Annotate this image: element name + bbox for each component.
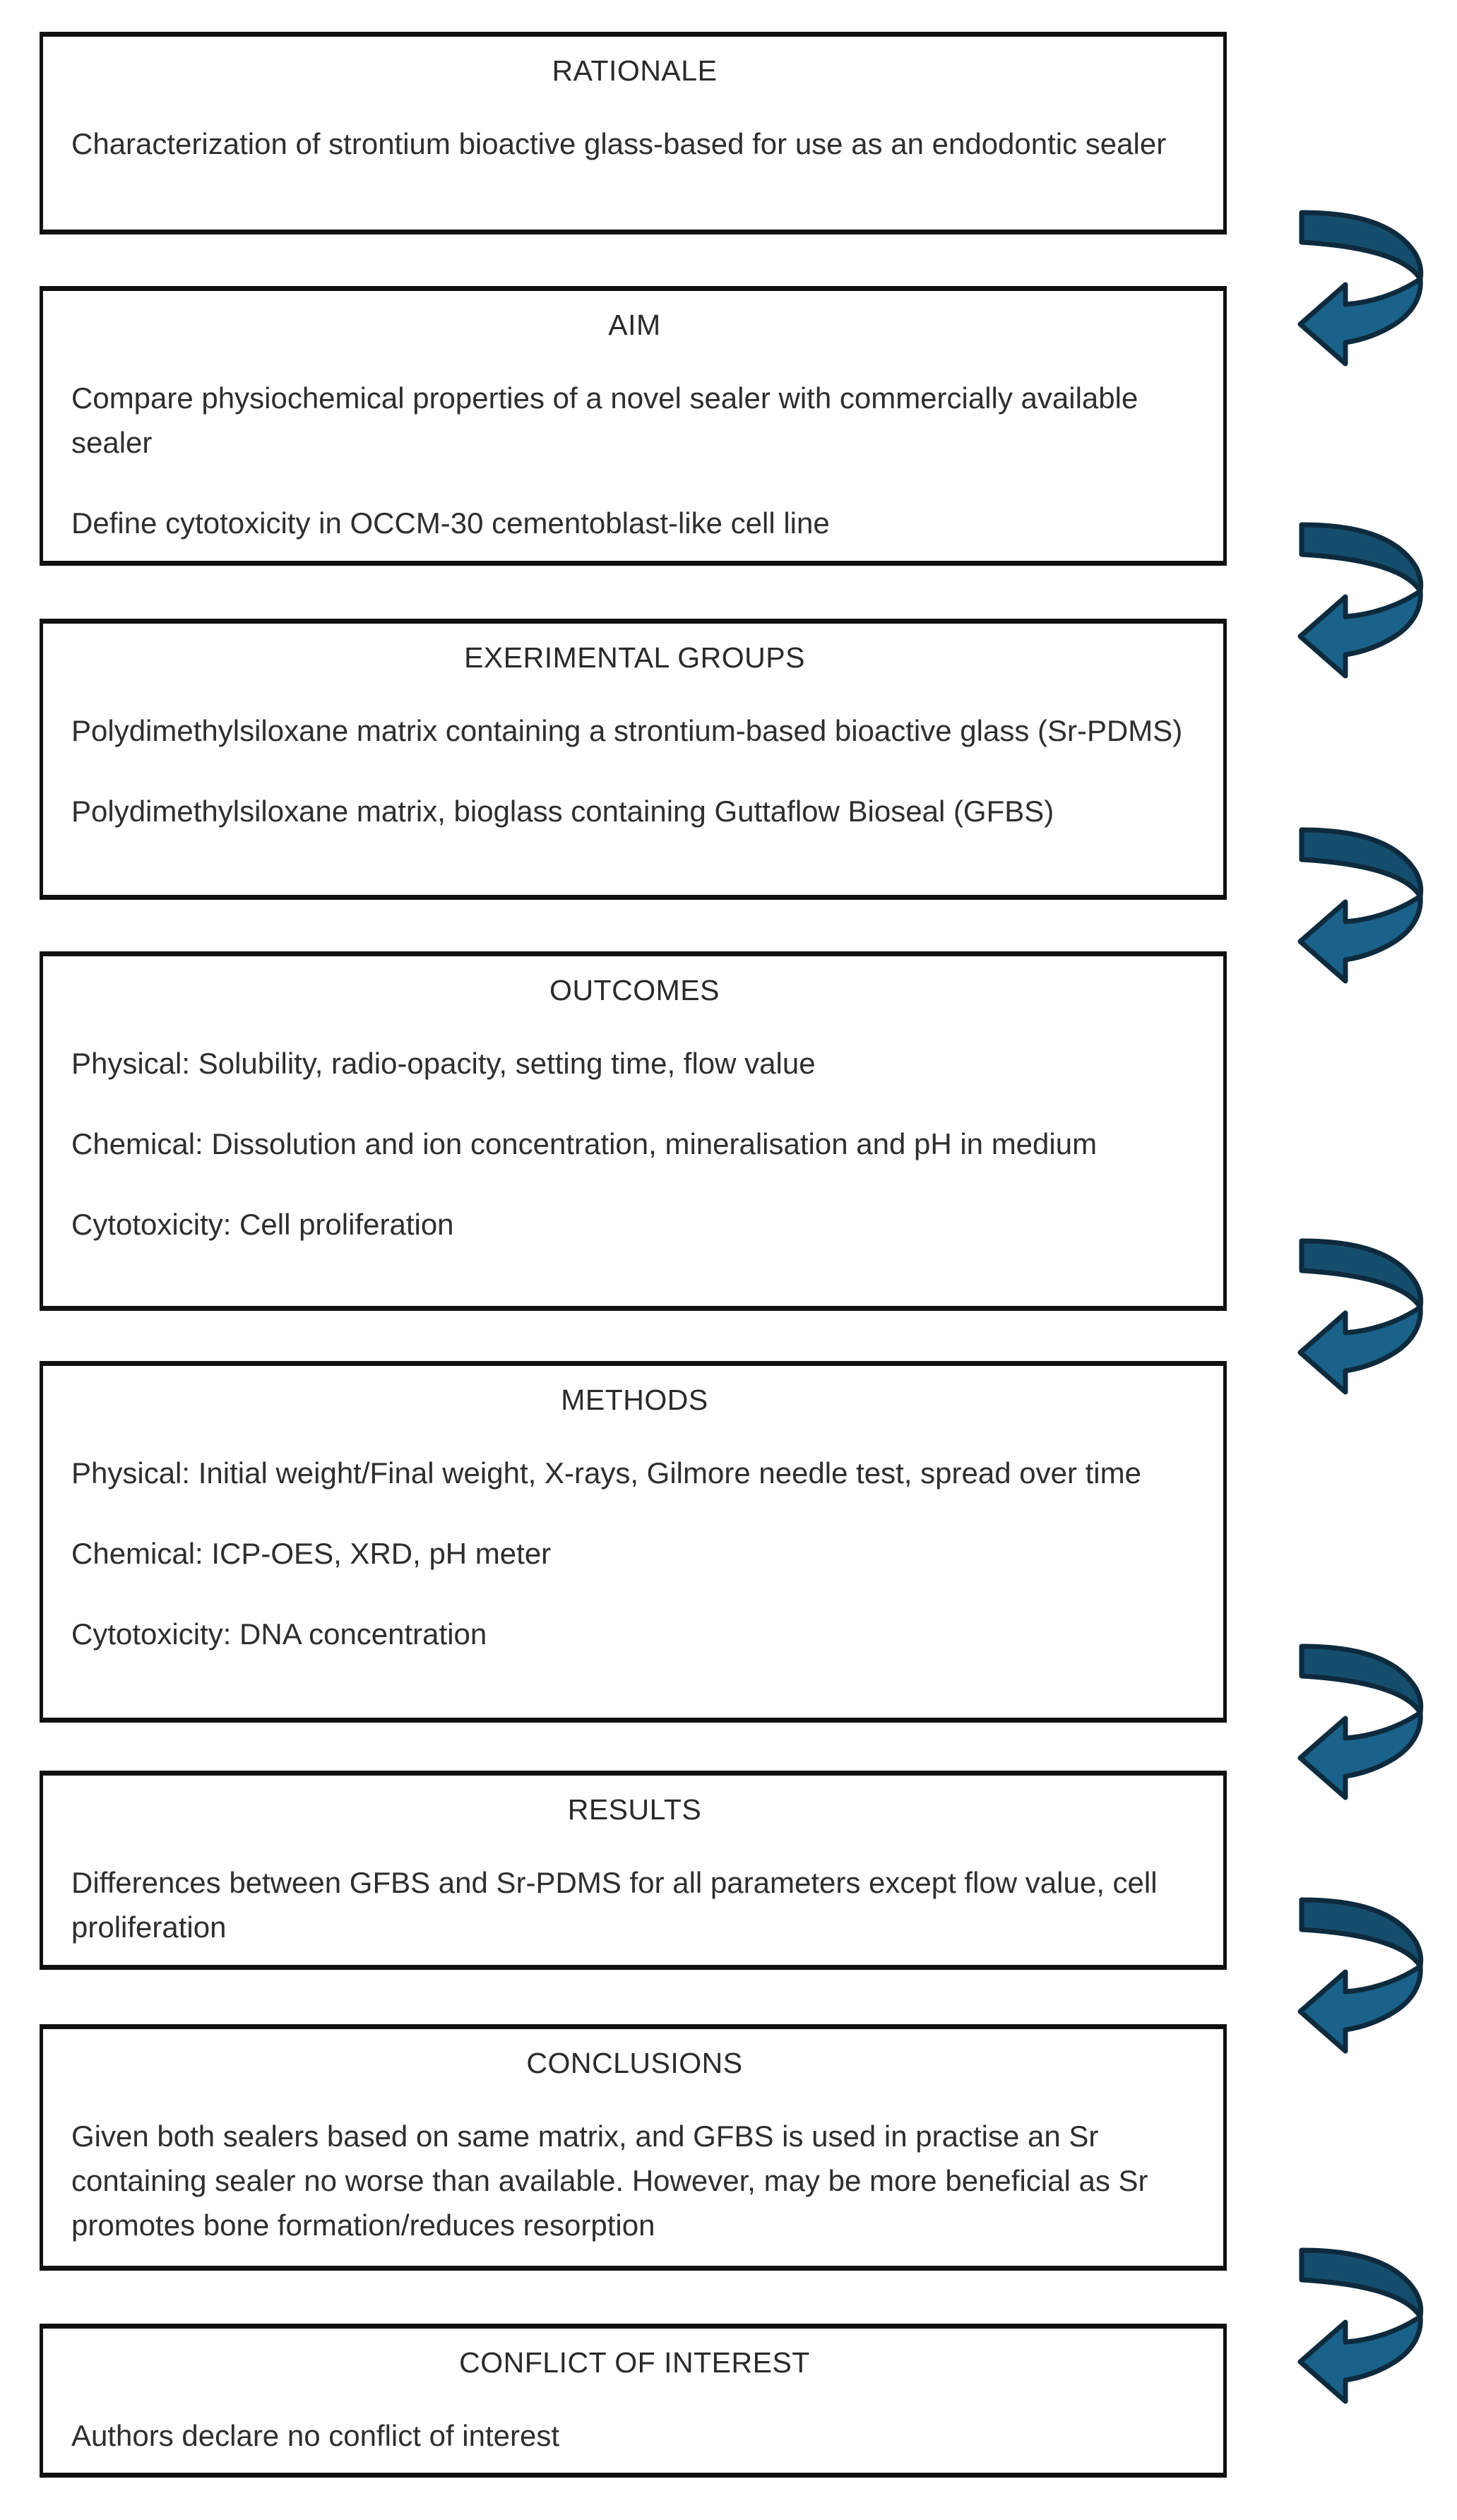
arrow-top-band [1302,2250,1421,2317]
results-title: RESULTS [567,1793,702,1826]
aim-title: AIM [608,309,661,341]
conclusions-box [40,2024,1227,2271]
experimental-group-gfbs: Polydimethylsiloxane matrix, bioglass containing Guttaflow Bioseal (GFBS) [71,795,1054,828]
arrow-top-band [1302,525,1421,591]
methods-box [40,1361,1227,1723]
results-text: Differences between GFBS and Sr-PDMS for all parameters except flow value, cell proliferation [71,1866,1158,1944]
rationale-box [40,32,1227,234]
arrow-bottom-band [1300,1713,1420,1797]
rationale-text: Characterization of strontium bioactive glass-based for use as an endodontic sealer [71,127,1167,160]
arrow-top-band [1302,830,1421,896]
conclusions-title: CONCLUSIONS [526,2047,743,2079]
method-physical: Physical: Initial weight/Final weight, X-rays, Gilmore needle test, spread over time [71,1456,1141,1490]
conflict-of-interest-box [40,2324,1227,2478]
curved-arrow-icon [1296,1234,1427,1395]
method-chemical: Chemical: ICP-OES, XRD, pH meter [71,1537,552,1570]
aim-box [40,286,1227,566]
outcomes-box [40,951,1227,1311]
conclusions-text: Given both sealers based on same matrix, and GFBS is used in practise an Sr containing sealer no worse than available. However, may be more beneficial as Sr promotes bone formation/reduces resorption [71,2120,1148,2242]
arrow-top-band [1302,1241,1421,1307]
arrow-top-band [1302,1646,1421,1713]
outcome-physical: Physical: Solubility, radio-opacity, setting time, flow value [71,1047,816,1080]
conflict-of-interest-text: Authors declare no conflict of interest [71,2419,560,2452]
arrow-bottom-band [1300,279,1420,364]
curved-arrow-icon [1296,1893,1427,2054]
arrow-bottom-band [1300,2317,1420,2401]
curved-arrow-icon [1296,2243,1427,2404]
results-box [40,1771,1227,1970]
arrow-bottom-band [1300,591,1420,676]
curved-arrow-icon [1296,823,1427,984]
aim-text-2: Define cytotoxicity in OCCM-30 cementoblast-like cell line [71,506,830,540]
rationale-title: RATIONALE [552,54,718,87]
aim-text-1: Compare physiochemical properties of a novel sealer with commercially available sealer [71,381,1138,459]
curved-arrow-icon [1296,206,1427,367]
experimental-group-sr-pdms: Polydimethylsiloxane matrix containing a strontium-based bioactive glass (Sr-PDMS) [71,714,1183,747]
conflict-of-interest-title: CONFLICT OF INTEREST [459,2346,810,2379]
experimental-groups-title: EXERIMENTAL GROUPS [464,641,805,674]
method-cytotoxicity: Cytotoxicity: DNA concentration [71,1617,487,1651]
experimental-groups-box [40,619,1227,900]
arrow-top-band [1302,1900,1421,1966]
outcomes-title: OUTCOMES [549,974,720,1006]
outcome-cytotoxicity: Cytotoxicity: Cell proliferation [71,1208,454,1241]
arrow-bottom-band [1300,896,1420,981]
arrow-bottom-band [1300,1966,1420,2051]
arrow-bottom-band [1300,1307,1420,1392]
arrow-top-band [1302,213,1421,279]
curved-arrow-icon [1296,1639,1427,1800]
methods-title: METHODS [561,1384,708,1416]
curved-arrow-icon [1296,518,1427,679]
outcome-chemical: Chemical: Dissolution and ion concentration, mineralisation and pH in medium [71,1127,1098,1160]
